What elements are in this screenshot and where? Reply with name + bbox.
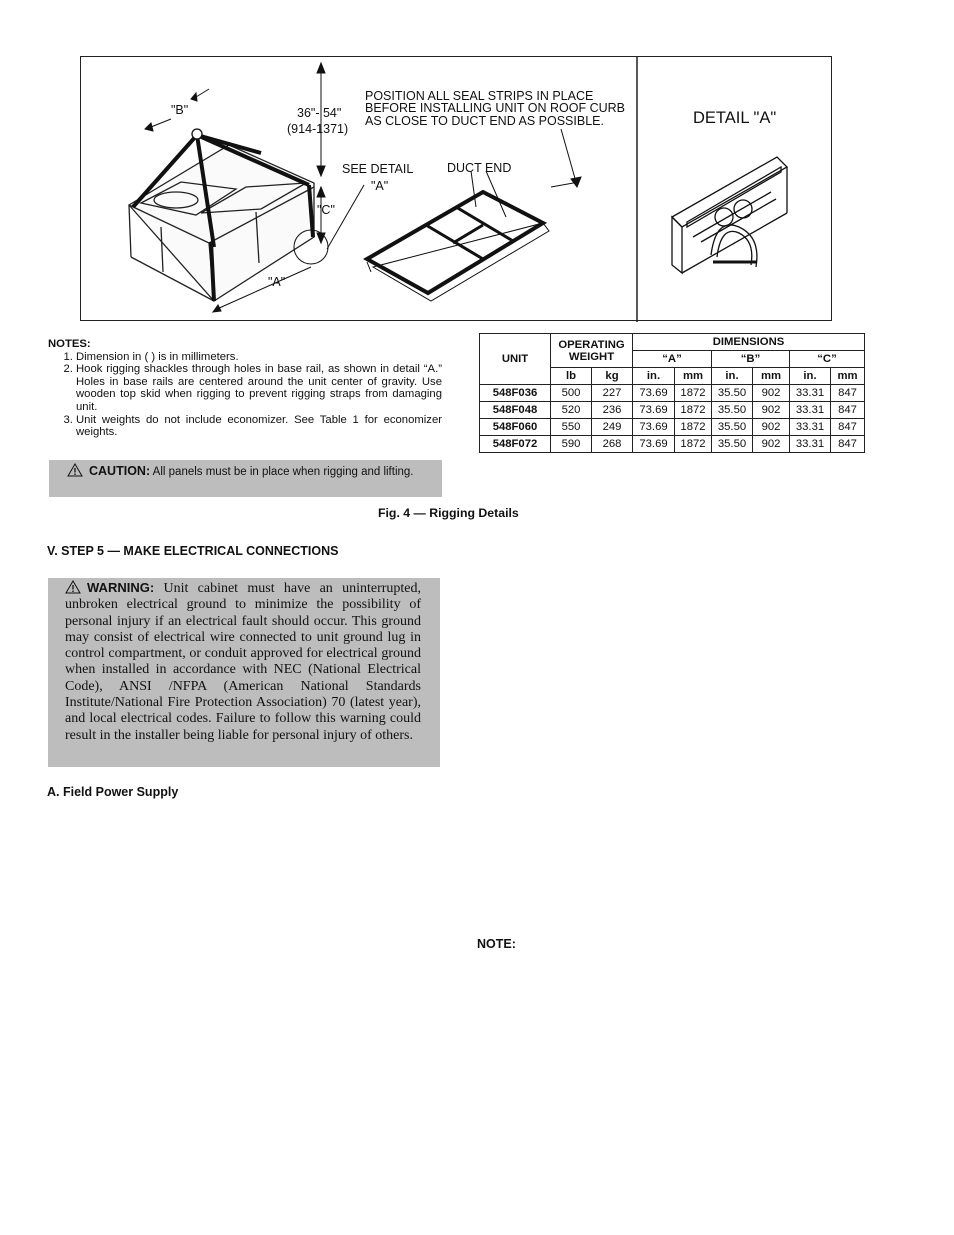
table-row: 548F072 590 268 73.69 1872 35.50 902 33.31 847 xyxy=(480,436,865,453)
note-item: 2. Hook rigging shackles through holes in base rail, as shown in detail “A.” Holes in base rails are centered around the unit center of gravity. Use wooden top skid when rigging to prevent rigging straps from damaging unit. xyxy=(76,363,442,413)
warning-text: Unit cabinet must have an uninterrupted, unbroken electrical ground to minimize the possibility of personal injury if an electrical fault should occur. This ground may consist of electrical wire connected to unit ground lug in control compartment, or conduit approved for electrical ground when installed in accordance with NEC (National Electrical Code), ANSI /NFPA (American National Standards Institute/National Fire Protection Association) 70 (latest year), and local electrical codes. Failure to follow this warning could result in the installer being liable for personal injury of others. xyxy=(65,581,422,743)
label-c: "C" xyxy=(317,203,335,217)
detail-a-title: DETAIL "A" xyxy=(693,109,777,127)
dimensions-table xyxy=(479,333,865,453)
caution-text: All panels must be in place when rigging and lifting. xyxy=(152,466,414,478)
rigging-figure xyxy=(80,56,832,321)
note-label: NOTE: xyxy=(477,937,516,951)
warning-triangle-icon xyxy=(67,463,83,477)
header-mm: mm xyxy=(675,368,712,385)
notes xyxy=(48,338,442,439)
label-height-range: 36"- 54" xyxy=(297,106,342,120)
warning-box xyxy=(48,578,440,767)
header-kg: kg xyxy=(592,368,633,385)
notes-list xyxy=(48,351,442,439)
figure-caption: Fig. 4 — Rigging Details xyxy=(378,506,519,520)
label-a: "A" xyxy=(268,275,286,289)
seal-note-line-1: POSITION ALL SEAL STRIPS IN PLACE xyxy=(365,89,594,103)
notes-header: NOTES: xyxy=(48,338,91,350)
header-b: “B” xyxy=(712,351,790,368)
warning-triangle-icon xyxy=(65,580,81,594)
header-mm: mm xyxy=(753,368,790,385)
caution-box xyxy=(49,460,442,497)
subsection-heading: A. Field Power Supply xyxy=(47,785,179,799)
header-in: in. xyxy=(633,368,675,385)
label-b: "B" xyxy=(171,103,189,117)
label-height-range-mm: (914-1371) xyxy=(287,122,349,136)
caution-keyword: CAUTION: xyxy=(89,464,151,478)
seal-note-line-3: AS CLOSE TO DUCT END AS POSSIBLE. xyxy=(365,114,604,128)
warning-keyword: WARNING: xyxy=(87,580,155,595)
label-see-detail-a: "A" xyxy=(371,179,389,193)
detail-a-drawing xyxy=(672,157,787,273)
section-heading: V. STEP 5 — MAKE ELECTRICAL CONNECTIONS xyxy=(47,544,339,558)
header-in: in. xyxy=(712,368,753,385)
table-row: 548F048 520 236 73.69 1872 35.50 902 33.31 847 xyxy=(480,402,865,419)
table-row: 548F060 550 249 73.69 1872 35.50 902 33.31 847 xyxy=(480,419,865,436)
seal-note-line-2: BEFORE INSTALLING UNIT ON ROOF CURB xyxy=(365,101,625,115)
header-in: in. xyxy=(790,368,831,385)
header-lb: lb xyxy=(551,368,592,385)
note-item: 3. Unit weights do not include economizer. See Table 1 for economizer weights. xyxy=(76,414,442,439)
table-row: 548F036 500 227 73.69 1872 35.50 902 33.31 847 xyxy=(480,385,865,402)
label-duct-end: DUCT END xyxy=(447,161,512,175)
note-item: 1. Dimension in ( ) is in millimeters. xyxy=(76,351,442,364)
header-unit: UNIT xyxy=(480,334,551,385)
header-a: “A” xyxy=(633,351,712,368)
roof-curb-drawing xyxy=(367,129,581,301)
label-see-detail: SEE DETAIL xyxy=(342,162,414,176)
header-operating-weight: OPERATING WEIGHT xyxy=(551,334,633,368)
header-mm: mm xyxy=(831,368,865,385)
header-dimensions: DIMENSIONS xyxy=(633,334,865,351)
header-c: “C” xyxy=(790,351,865,368)
